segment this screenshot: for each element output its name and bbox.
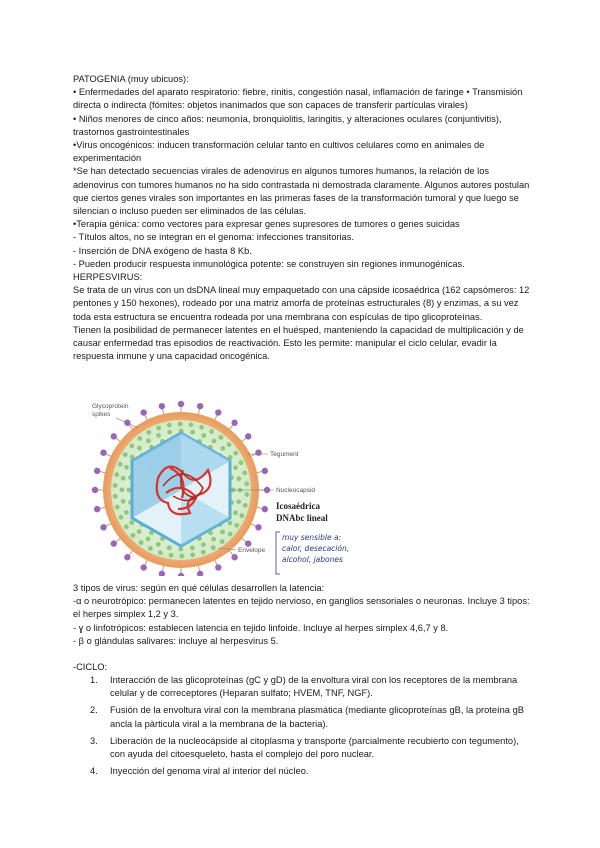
glycoprotein-spike <box>111 540 117 546</box>
glycoprotein-spike <box>124 420 130 426</box>
tegument-dot <box>239 460 244 465</box>
label-envelope: Envelope <box>238 547 266 554</box>
glycoprotein-spike <box>262 468 268 474</box>
tegument-dot <box>244 492 249 497</box>
tegument-dot <box>129 520 134 525</box>
tegument-dot <box>115 505 120 510</box>
tegument-dot <box>146 537 151 542</box>
patogenia-line-insercion: - Inserción de DNA exógeno de hasta 8 Kb. <box>73 245 252 256</box>
glycoprotein-spike <box>231 554 237 560</box>
glycoprotein-spike <box>94 468 100 474</box>
tegument-dot <box>201 433 206 438</box>
tegument-dot <box>146 430 151 435</box>
tegument-dot <box>211 545 216 550</box>
glycoprotein-spike <box>245 540 251 546</box>
list-item-number: 4. <box>90 766 98 777</box>
tegument-dot <box>119 515 124 520</box>
tegument-dot <box>146 438 151 443</box>
patogenia-line-respuesta: - Pueden producir respuesta inmunológica potente: se construyen sin regiones inmunogénicas. <box>73 258 465 269</box>
tegument-dot <box>167 423 172 428</box>
tegument-dot <box>218 435 223 440</box>
patogenia-line-ninos: • Niños menores de cinco años: neumonía, bronquiolitis, laringitis, y alteraciones oculares (conjuntivitis), trastornos gastrointestinales <box>73 113 502 137</box>
glycoprotein-spike <box>197 403 203 409</box>
patogenia-line-oncogenicos: •Virus oncogénicos: inducen transformación celular tanto en cultivos celulares como en animales de experimentación <box>73 140 485 164</box>
patogenia-line-titulos: - Títulos altos, no se integran en el genoma: infecciones transitorias. <box>73 232 354 243</box>
patogenia-line-respiratorio: • Enfermedades del aparato respiratorio: fiebre, rinitis, congestión nasal, inflamación de faringe • Transmisión directa o indirecta (fómites: objetos inanimados que son capaces de transferir partículas virales) <box>73 87 523 111</box>
label-dna-lineal: DNAbc lineal <box>276 513 328 523</box>
tegument-dot <box>167 545 172 550</box>
glycoprotein-spike <box>215 409 221 415</box>
herpesvirus-paragraph-structure: Se trata de un virus con un dsDNA lineal muy empaquetado con una cápside icosaédrica (162 capsómeros: 12 pentones y 150 hexones), rodeado por una matriz amorfa de proteínas estructurales (8) y enzimas, a su vez toda esta estructura se encuentra rodeada por una membrana con espículas de tipo glicoproteínas. <box>73 285 530 322</box>
tegument-dot <box>190 430 195 435</box>
tegument-dot <box>121 499 126 504</box>
glycoprotein-spike <box>178 573 184 576</box>
glycoprotein-spike <box>111 433 117 439</box>
tegument-dot <box>139 540 144 545</box>
tegument-dot <box>189 422 194 427</box>
tegument-dot <box>124 524 129 529</box>
tegument-dot <box>233 451 238 456</box>
tegument-dot <box>211 537 216 542</box>
tegument-dot <box>148 546 153 551</box>
tegument-dot <box>113 483 118 488</box>
tegument-dot <box>199 425 204 430</box>
tegument-dot <box>169 553 174 558</box>
tegument-dot <box>114 472 119 477</box>
herpesvirus-title: HERPESVIRUS: <box>73 272 143 283</box>
tegument-dot <box>179 554 184 559</box>
tegument-dot <box>190 546 195 551</box>
tegument-dot <box>243 503 248 508</box>
list-item <box>73 735 533 761</box>
glycoprotein-spike <box>100 524 106 530</box>
tegument-dot <box>209 429 214 434</box>
list-item-text: Interacción de las glicoproteínas (gC y gD) de la envoltura viral con los receptores de la membrana celular y de correceptores (Heparan sulfato; HVEM, TNF, NGF). <box>110 675 518 699</box>
patogenia-title: PATOGENIA (muy ubicuos): <box>73 74 189 84</box>
glycoprotein-spike <box>124 554 130 560</box>
ciclo-list <box>73 674 533 782</box>
list-item-text: Liberación de la nucleocápside al citoplasma y transporte (parcialmente recubierto con tegumento), con ayuda del citoesqueleto, hasta el complejo del poro nuclear. <box>110 735 519 760</box>
patogenia-line-secuencias: *Se han detectado secuencias virales de adenovirus en algunos tumores humanos, la relación de los adenovirus con tumores humanos no ha sido contrastada ni demostrada claramente. Algunos autores postulan que ciertos genes virales son importantes en las primeras fases de la transformación tumoral y que luego se silencian o incluso pueden ser eliminados de las células. <box>73 166 530 217</box>
tegument-dot <box>228 532 233 537</box>
list-item <box>73 674 533 700</box>
glycoprotein-spike <box>159 571 165 576</box>
tegument-dot <box>239 513 244 518</box>
handwritten-bracket <box>276 532 280 574</box>
tegument-dot <box>220 539 225 544</box>
tegument-dot <box>158 550 163 555</box>
tegument-dot <box>137 529 142 534</box>
tegument-dot <box>228 521 233 526</box>
tegument-dot <box>190 553 195 558</box>
tegument-dot <box>220 529 225 534</box>
glycoprotein-spike <box>92 487 98 493</box>
tegument-dot <box>237 476 242 481</box>
handwritten-sensible: muy sensible a: <box>282 533 342 542</box>
glycoprotein-spike <box>245 433 251 439</box>
herpesvirus-figure <box>88 398 378 576</box>
list-item <box>73 765 533 778</box>
list-item <box>73 704 533 730</box>
list-item-number: 3. <box>90 735 98 746</box>
tegument-dot <box>137 446 142 451</box>
tegument-dot <box>129 444 134 449</box>
list-item-number: 2. <box>90 705 98 716</box>
patogenia-line-terapia: •Terapia génica: como vectores para expresar genes supresores de tumores o genes suicidas <box>73 219 460 230</box>
tegument-dot <box>137 436 142 441</box>
herpesvirus-paragraph-latency: Tienen la posibilidad de permanecer latentes en el huésped, manteniendo la capacidad de multiplicación y de causar enfermedad tras episodios de reactivación. Esto les permite: manipular el ciclo celular, evadir la respuesta inmune y una capacidad oncogénica. <box>73 324 524 362</box>
glycoprotein-spike <box>255 524 261 530</box>
list-item-text: Fusión de la envoltura viral con la membrana plasmática (mediante glicoproteínas gB, la proteína gB ancla la pàrticula viral a la membrana de la bacteria). <box>110 705 524 729</box>
tegument-dot <box>201 550 206 555</box>
tegument-dot <box>167 430 172 435</box>
label-tegument: Tegument <box>270 451 299 458</box>
tegument-dot <box>244 481 249 486</box>
label-nucleocapsid: Nucleocapsid <box>276 487 316 494</box>
label-spikes: spikes <box>92 411 111 418</box>
list-item-text: Inyección del genoma viral al interior del núcleo. <box>110 766 309 777</box>
label-icosaedrica: Icosaédrica <box>276 501 320 511</box>
section-patogenia <box>73 73 533 363</box>
tegument-dot <box>242 471 247 476</box>
section-latencia <box>73 582 533 674</box>
tegument-dot <box>178 422 183 427</box>
latencia-beta: - β o glándulas salivares: incluye al herpesvirus 5. <box>73 635 279 646</box>
glycoprotein-spike <box>100 449 106 455</box>
tegument-dot <box>120 487 125 492</box>
tegument-dot <box>156 433 161 438</box>
tegument-dot <box>121 476 126 481</box>
tegument-dot <box>118 462 123 467</box>
herpesvirus-diagram <box>88 398 378 576</box>
tegument-dot <box>201 542 206 547</box>
handwritten-alcohol: alcohol, jabones <box>282 555 343 564</box>
tegument-dot <box>156 425 161 430</box>
glycoprotein-spike <box>255 449 261 455</box>
tegument-dot <box>131 533 136 538</box>
glycoprotein-spike <box>197 571 203 576</box>
tegument-dot <box>234 523 239 528</box>
tegument-dot <box>233 510 238 515</box>
glycoprotein-spike <box>94 506 100 512</box>
latencia-gamma: - ɣ o linfotrópicos: establecen latencia en tejido linfoide. Incluye al herpes simplex 4,6,7 y 8. <box>73 622 449 633</box>
tegument-dot <box>124 465 129 470</box>
tegument-dot <box>233 465 238 470</box>
glycoprotein-spike <box>140 564 146 570</box>
glycoprotein-spike <box>231 420 237 426</box>
list-item-number: 1. <box>90 675 98 685</box>
tegument-dot <box>156 542 161 547</box>
tegument-dot <box>220 446 225 451</box>
label-glycoprotein: Glycoprotein <box>92 403 129 410</box>
glycoprotein-spike <box>159 403 165 409</box>
latencia-alfa: -α o neurotrópico: permanecen latentes en tejido nervioso, en ganglios sensoriales o neuronas. Incluye 3 tipos: el herpes simplex 1,2 y 3. <box>73 596 530 620</box>
tegument-dot <box>227 442 232 447</box>
tegument-dot <box>124 510 129 515</box>
glycoprotein-spike <box>178 401 184 407</box>
tegument-dot <box>236 499 241 504</box>
glycoprotein-spike <box>215 564 221 570</box>
ciclo-title: -CICLO: <box>73 662 108 673</box>
handwritten-calor: calor, desecación, <box>282 544 350 553</box>
tegument-dot <box>113 494 118 499</box>
tegument-dot <box>212 439 217 444</box>
latencia-intro: 3 tipos de virus: según en qué células desarrollen la latencia: <box>73 583 325 593</box>
glycoprotein-spike <box>140 409 146 415</box>
tegument-dot <box>123 452 128 457</box>
glycoprotein-spike <box>262 506 268 512</box>
